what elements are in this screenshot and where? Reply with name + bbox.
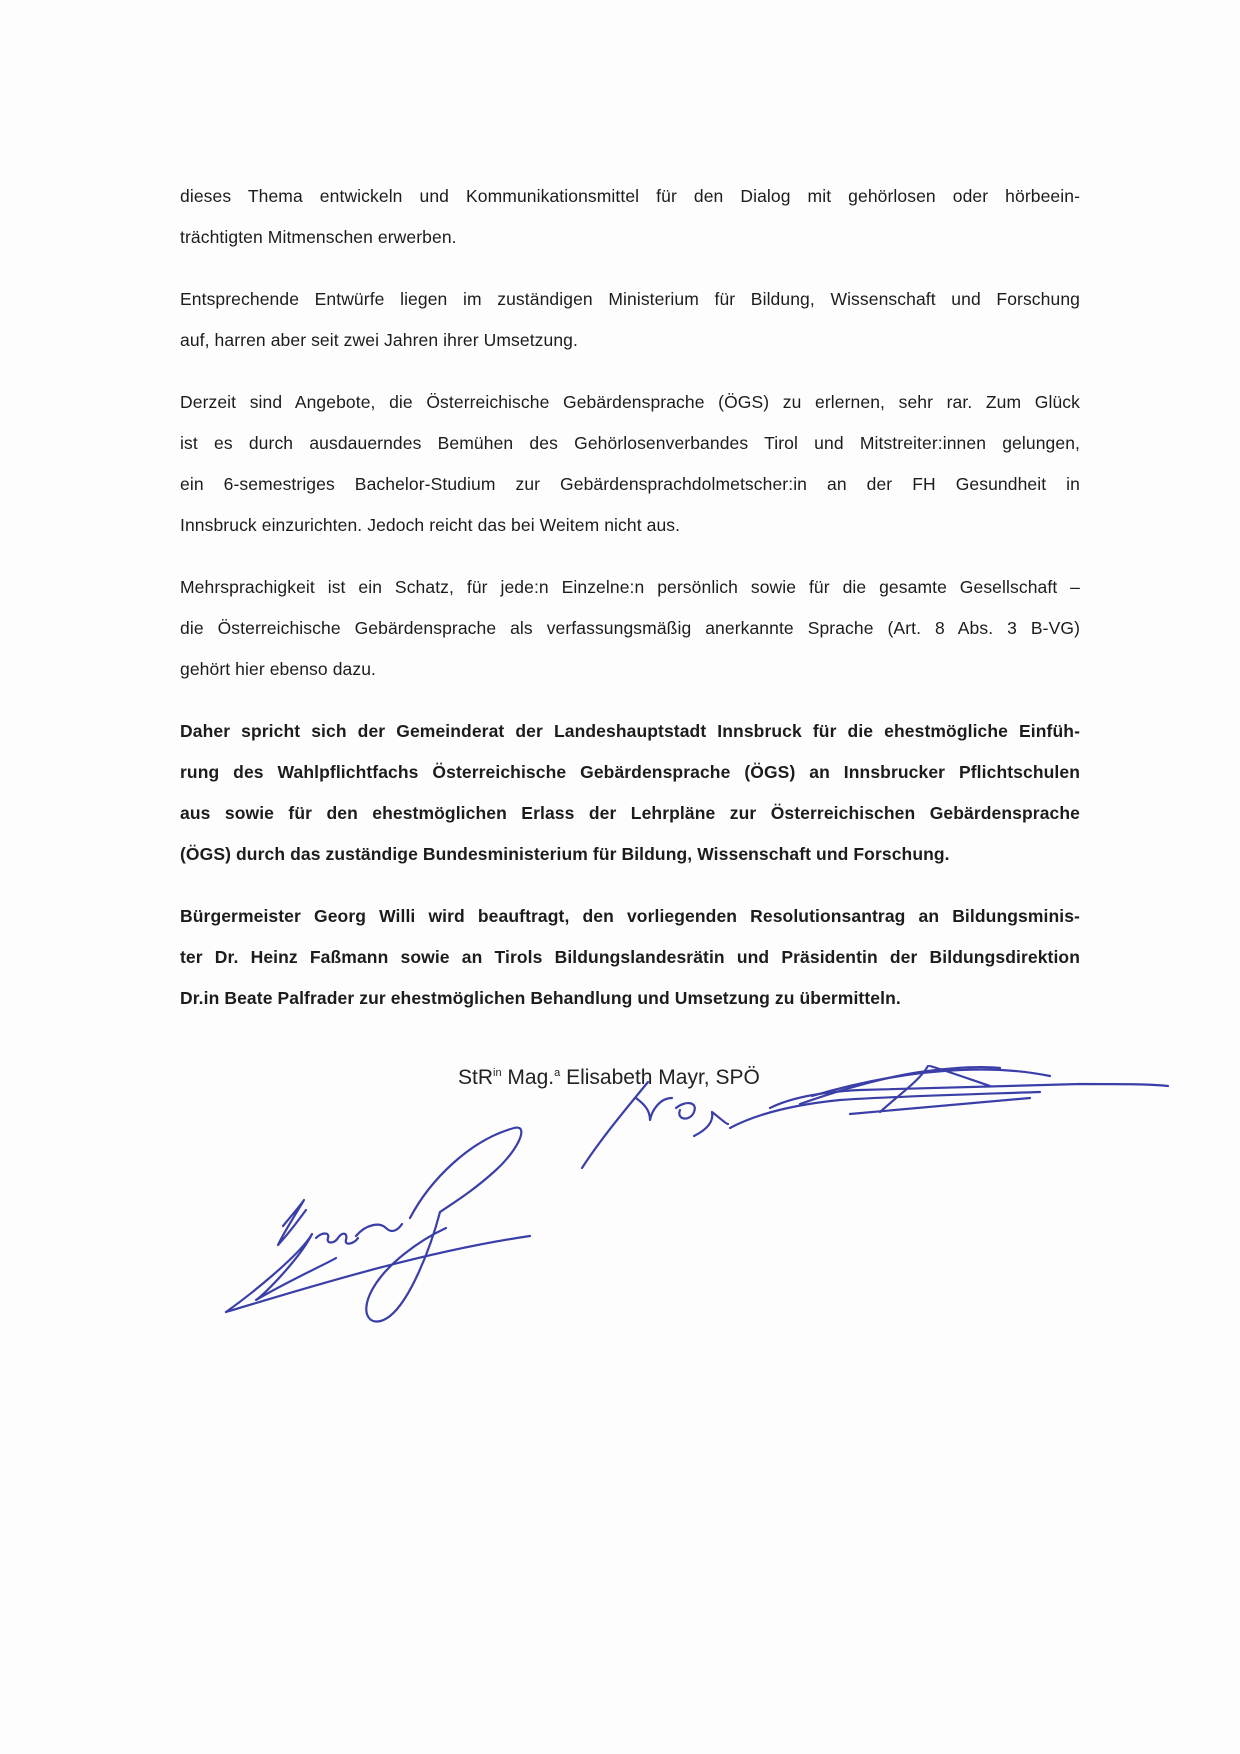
paragraph-p1 [180,176,1080,258]
paragraph-line: gehört hier ebenso dazu. [180,659,377,679]
paragraph-line: rung des Wahlpflichtfachs Österreichische Gebärdensprache (ÖGS) an Innsbrucker Pflichtschulen [180,762,1080,782]
paragraph-line: (ÖGS) durch das zuständige Bundesministerium für Bildung, Wissenschaft und Forschung. [180,844,950,864]
paragraph-line: Bürgermeister Georg Willi wird beauftragt, den vorliegenden Resolutionsantrag an Bildungsminis- [180,906,1080,926]
paragraph-line: ein 6-semestriges Bachelor-Studium zur Gebärdensprachdolmetscher:in an der FH Gesundheit in [180,474,1080,494]
paragraph-line: Daher spricht sich der Gemeinderat der Landeshauptstadt Innsbruck für die ehestmögliche Einfüh- [180,721,1080,741]
resolution-body-text [180,176,1080,1040]
paragraph-p2 [180,279,1080,361]
paragraph-line: ter Dr. Heinz Faßmann sowie an Tirols Bildungslandesrätin und Präsidentin der Bildungsdirektion [180,947,1080,967]
paragraph-line: auf, harren aber seit zwei Jahren ihrer Umsetzung. [180,330,578,350]
paragraph-line: aus sowie für den ehestmöglichen Erlass der Lehrpläne zur Österreichischen Gebärdensprache [180,803,1080,823]
signer-degree-sup: a [554,1067,561,1079]
signature-left-handwritten [226,1128,530,1322]
paragraph-p6 [180,896,1080,1019]
paragraph-p4 [180,567,1080,690]
paragraph-line: Entsprechende Entwürfe liegen im zuständigen Ministerium für Bildung, Wissenschaft und Forschung [180,289,1080,309]
paragraph-p5 [180,711,1080,875]
signer-name-line [458,1066,760,1090]
signature-right-handwritten [582,1066,1168,1168]
paragraph-line: Innsbruck einzurichten. Jedoch reicht das bei Weitem nicht aus. [180,515,681,535]
paragraph-line: Derzeit sind Angebote, die Österreichische Gebärdensprache (ÖGS) zu erlernen, sehr rar. Zum Glück [180,392,1080,412]
paragraph-line: ist es durch ausdauerndes Bemühen des Gehörlosenverbandes Tirol und Mitstreiter:innen gelungen, [180,433,1080,453]
paragraph-p3 [180,382,1080,546]
signer-name: Elisabeth Mayr, SPÖ [566,1066,760,1089]
paragraph-line: die Österreichische Gebärdensprache als verfassungsmäßig anerkannte Sprache (Art. 8 Abs. 3 B-VG) [180,618,1080,638]
paragraph-line: dieses Thema entwickeln und Kommunikationsmittel für den Dialog mit gehörlosen oder hörbeein- [180,186,1080,206]
paragraph-line: Mehrsprachigkeit ist ein Schatz, für jede:n Einzelne:n persönlich sowie für die gesamte Gesellschaft – [180,577,1080,597]
signer-title-prefix: StR [458,1066,494,1089]
paragraph-line: trächtigten Mitmenschen erwerben. [180,227,457,247]
signer-degree: Mag. [507,1066,555,1089]
paragraph-line: Dr.in Beate Palfrader zur ehestmöglichen Behandlung und Umsetzung zu übermitteln. [180,988,901,1008]
signer-title-prefix-sup: in [493,1067,502,1079]
